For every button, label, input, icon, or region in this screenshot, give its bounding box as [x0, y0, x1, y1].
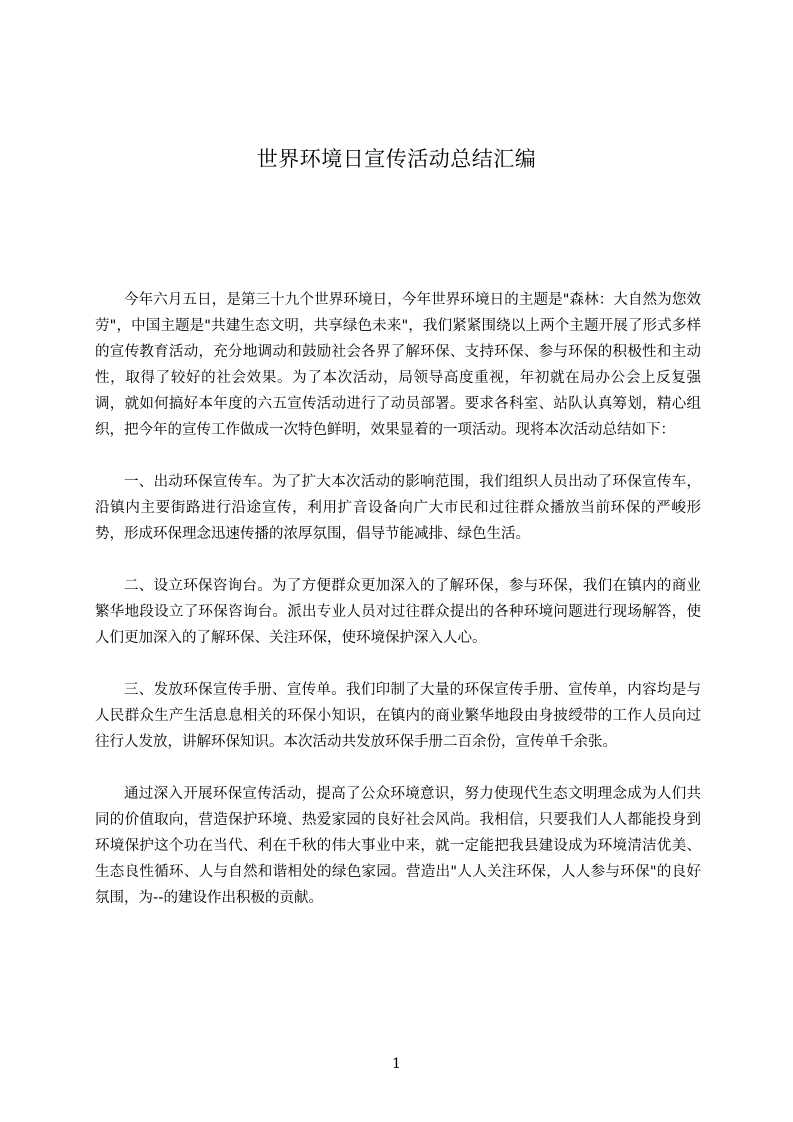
document-body — [95, 287, 701, 937]
page-number: 1 — [392, 1056, 401, 1072]
paragraph-intro: 今年六月五日，是第三十九个世界环境日，今年世界环境日的主题是"森林：大自然为您效劳"，中国主题是"共建生态文明，共享绿色未来"，我们紧紧围绕以上两个主题开展了形式多样的宣传教育活动，充分地调动和鼓励社会各界了解环保、支持环保、参与环保的积极性和主动性，取得了较好的社会效果。为了本次活动，局领导高度重视，年初就在局办公会上反复强调，就如何搞好本年度的六五宣传活动进行了动员部署。要求各科室、站队认真筹划，精心组织，把今年的宣传工作做成一次特色鲜明，效果显着的一项活动。现将本次活动总结如下： — [95, 292, 701, 438]
paragraph-conclusion: 通过深入开展环保宣传活动，提高了公众环境意识，努力使现代生态文明理念成为人们共同的价值取向，营造保护环境、热爱家园的良好社会风尚。我相信，只要我们人人都能投身到环境保护这个功在当代、利在千秋的伟大事业中来，就一定能把我县建设成为环境清洁优美、生态良性循环、人与自然和谐相处的绿色家园。营造出"人人关注环保，人人参与环保"的良好氛围，为--的建设作出积极的贡献。 — [95, 786, 701, 906]
paragraph-section-3: 三、发放环保宣传手册、宣传单。我们印制了大量的环保宣传手册、宣传单，内容均是与人民群众生产生活息息相关的环保小知识，在镇内的商业繁华地段由身披绶带的工作人员向过往行人发放，讲解环保知识。本次活动共发放环保手册二百余份，宣传单千余张。 — [95, 682, 701, 750]
document-title: 世界环境日宣传活动总结汇编 — [256, 147, 537, 171]
paragraph-section-2: 二、设立环保咨询台。为了方便群众更加深入的了解环保，参与环保，我们在镇内的商业繁华地段设立了环保咨询台。派出专业人员对过往群众提出的各种环境问题进行现场解答，使人们更加深入的了解环保、关注环保，使环境保护深入人心。 — [95, 578, 701, 646]
paragraph-section-1: 一、出动环保宣传车。为了扩大本次活动的影响范围，我们组织人员出动了环保宣传车，沿镇内主要街路进行沿途宣传，利用扩音设备向广大市民和过往群众播放当前环保的严峻形势，形成环保理念迅速传播的浓厚氛围，倡导节能减排、绿色生活。 — [95, 474, 701, 542]
